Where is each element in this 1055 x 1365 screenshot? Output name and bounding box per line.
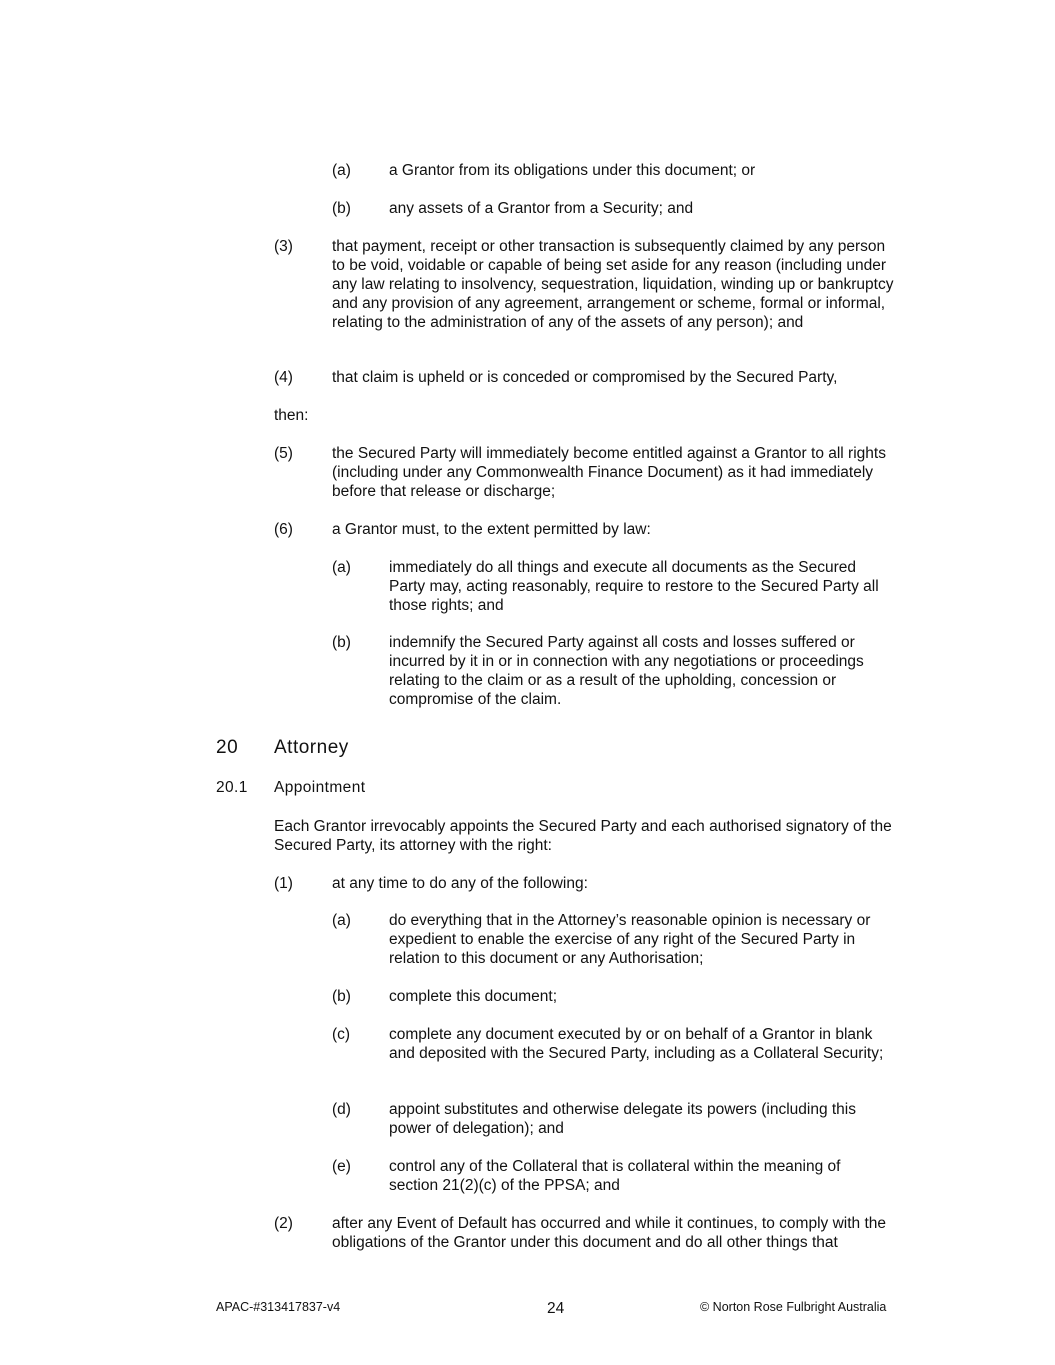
item-label: (1) (274, 875, 293, 892)
subsection-title: Appointment (274, 779, 366, 796)
item-text: after any Event of Default has occurred and while it continues, to comply with the obligations of the Grantor under this document and do all other things that (332, 1215, 886, 1251)
item-label: (3) (274, 238, 293, 255)
item-text: immediately do all things and execute all documents as the Secured Party may, acting reasonably, require to restore to the Secured Party all those rights; and (389, 559, 879, 614)
item-text: complete any document executed by or on behalf of a Grantor in blank and deposited with the Secured Party, including as a Collateral Security; (389, 1026, 884, 1062)
intro-paragraph: Each Grantor irrevocably appoints the Secured Party and each authorised signatory of the Secured Party, its attorney with the right: (274, 818, 892, 854)
item-label: (d) (332, 1101, 351, 1118)
item-text: indemnify the Secured Party against all costs and losses suffered or incurred by it in or in connection with any negotiations or proceedings relating to the claim or as a result of the upholding, concession or compromise of the claim. (389, 634, 864, 708)
item-text: at any time to do any of the following: (332, 875, 588, 892)
item-text: that claim is upheld or is conceded or compromised by the Secured Party, (332, 369, 838, 386)
footer-doc-id: APAC-#313417837-v4 (216, 1300, 341, 1314)
item-text: a Grantor must, to the extent permitted by law: (332, 521, 651, 538)
then-text: then: (274, 407, 309, 424)
item-label: (2) (274, 1215, 293, 1232)
footer-copyright: © Norton Rose Fulbright Australia (700, 1300, 887, 1314)
item-label: (c) (332, 1026, 351, 1043)
subsection-number: 20.1 (216, 779, 248, 796)
item-text: control any of the Collateral that is collateral within the meaning of section 21(2)(c) of the PPSA; and (389, 1158, 841, 1194)
item-label: (e) (332, 1158, 351, 1175)
item-text: the Secured Party will immediately become entitled against a Grantor to all rights (including under any Commonwealth Finance Document) as it had immediately before that release or discharge; (332, 445, 886, 500)
item-label: (5) (274, 445, 293, 462)
item-text: appoint substitutes and otherwise delegate its powers (including this power of delegation); and (389, 1101, 856, 1137)
section-title: Attorney (274, 737, 349, 758)
item-text: a Grantor from its obligations under this document; or (389, 162, 756, 179)
item-text: do everything that in the Attorney’s reasonable opinion is necessary or expedient to enable the exercise of any right of the Secured Party in relation to this document or any Authorisation; (389, 912, 871, 967)
item-label: (b) (332, 988, 351, 1005)
item-label: (4) (274, 369, 293, 386)
item-text: complete this document; (389, 988, 558, 1005)
item-text: any assets of a Grantor from a Security; and (389, 200, 694, 217)
item-label: (b) (332, 634, 351, 651)
item-label: (a) (332, 912, 351, 929)
item-label: (a) (332, 162, 351, 179)
page-number: 24 (547, 1300, 565, 1317)
item-label: (6) (274, 521, 293, 538)
item-label: (a) (332, 559, 351, 576)
section-number: 20 (216, 737, 239, 758)
item-label: (b) (332, 200, 351, 217)
item-text: that payment, receipt or other transaction is subsequently claimed by any person to be void, voidable or capable of being set aside for any reason (including under any law relating to insolvency, sequestration, liquidation, winding up or bankruptcy and any provision of any agreement, arrangement or scheme, formal or informal, relating to the administration of any of the assets of any person); and (332, 238, 894, 331)
